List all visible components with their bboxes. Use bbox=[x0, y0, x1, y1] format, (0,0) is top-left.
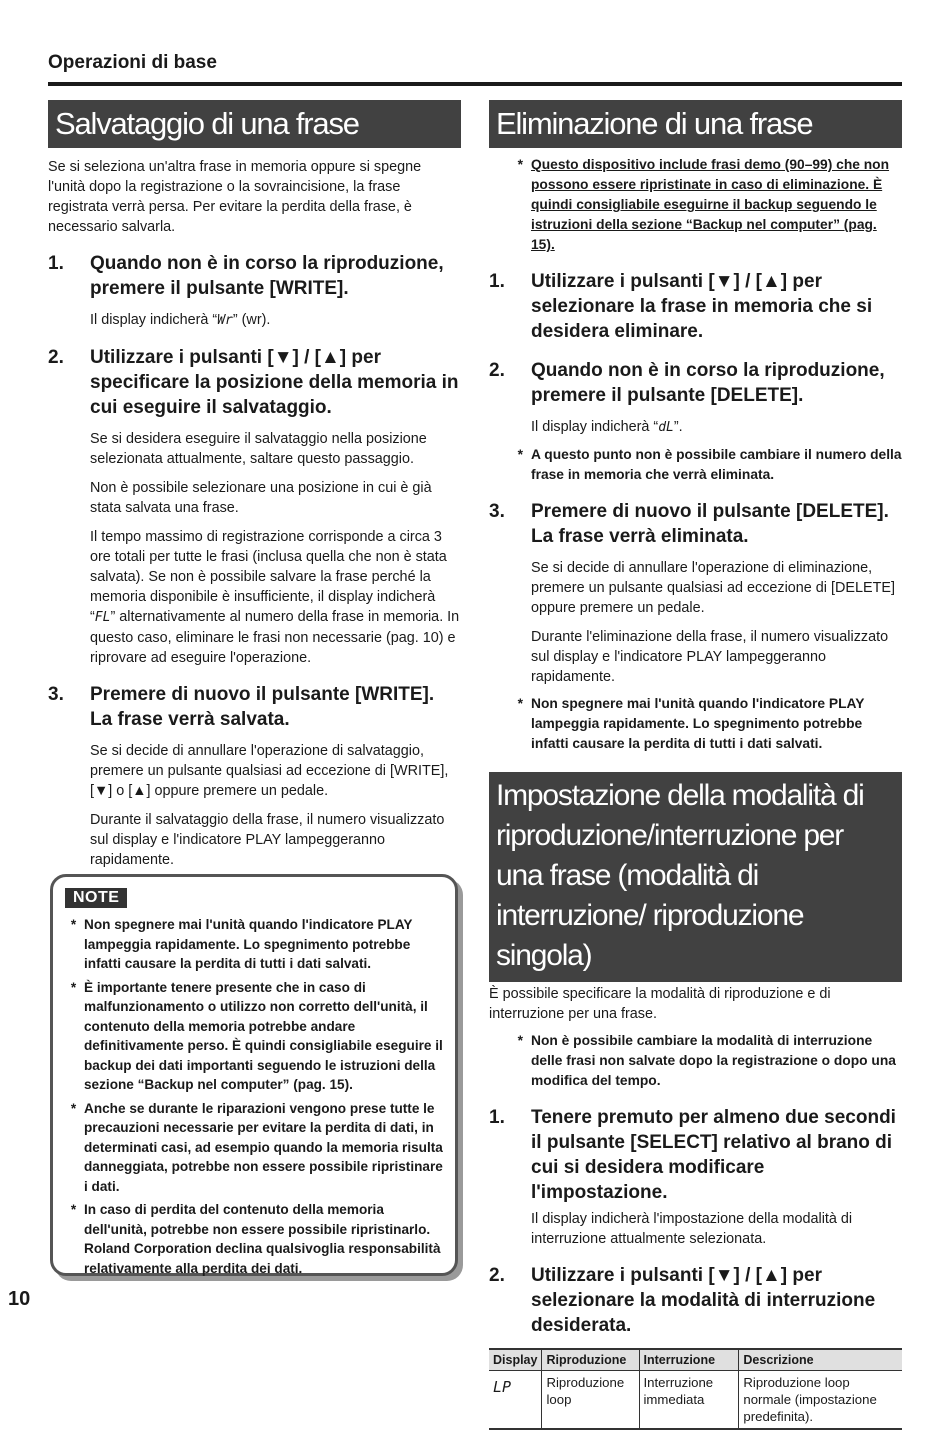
note-item bbox=[63, 1099, 447, 1197]
step-number: 2. bbox=[489, 1265, 505, 1286]
section-label: Operazioni di base bbox=[48, 52, 217, 73]
save-step-3 bbox=[48, 682, 461, 732]
note-tag: NOTE bbox=[65, 888, 127, 908]
table-header: Display bbox=[489, 1349, 542, 1371]
note-item bbox=[63, 915, 447, 974]
lcd-display-glyph: Wr bbox=[217, 313, 233, 328]
save-step-2 bbox=[48, 345, 461, 420]
step-text: Non è possibile selezionare una posizione in cui è già stata salvata una frase. bbox=[90, 480, 432, 516]
asterisk-icon: * bbox=[70, 1100, 77, 1116]
mode-intro: È possibile specificare la modalità di riproduzione e di interruzione per una frase. bbox=[489, 986, 831, 1022]
step-text: Durante il salvataggio della frase, il numero visualizzato sul display e l'indicatore PLAY lampeggeranno rapidamente. bbox=[90, 812, 445, 868]
left-column bbox=[48, 100, 461, 870]
save-step-1 bbox=[48, 251, 461, 301]
asterisk-icon: * bbox=[517, 447, 523, 462]
note-text: In caso di perdita del contenuto della memoria dell'unità, potrebbe non essere possibile ripristinarlo. Roland Corporation declina qualsivoglia responsabilità relativamente alla perdita dei dati. bbox=[84, 1202, 441, 1276]
note-text: Non è possibile cambiare la modalità di interruzione delle frasi non salvate dopo la registrazione o dopo una modifica del tempo. bbox=[531, 1033, 896, 1088]
step-text: Il display indicherà l'impostazione della modalità di interruzione attualmente selezionata. bbox=[531, 1211, 853, 1247]
asterisk-icon: * bbox=[517, 696, 523, 711]
table-cell-display: LP bbox=[489, 1371, 542, 1430]
step-title: Premere di nuovo il pulsante [DELETE]. La frase verrà eliminata. bbox=[531, 501, 889, 547]
mode-note bbox=[489, 1031, 902, 1091]
section-title-mode: Impostazione della modalità di riproduzione/interruzione per una frase (modalità di interruzione/ riproduzione singola) bbox=[489, 772, 902, 982]
save-step-1-body bbox=[90, 310, 461, 331]
note-box bbox=[50, 874, 458, 1276]
table-header-row bbox=[489, 1349, 902, 1371]
table-cell: Interruzione immediata bbox=[639, 1371, 739, 1430]
delete-step-2-body bbox=[531, 417, 902, 438]
delete-step-1 bbox=[489, 269, 902, 344]
step-title: Quando non è in corso la riproduzione, premere il pulsante [WRITE]. bbox=[90, 253, 444, 299]
page-number: 10 bbox=[8, 1288, 31, 1310]
step-number: 1. bbox=[489, 271, 505, 292]
text-fragment: ”. bbox=[673, 419, 683, 435]
text-fragment: ” (wr). bbox=[232, 312, 271, 328]
delete-step-3-body bbox=[531, 558, 902, 687]
mode-step-1 bbox=[489, 1105, 902, 1205]
asterisk-icon: * bbox=[517, 157, 523, 172]
text-fragment: Il display indicherà “ bbox=[531, 419, 659, 435]
text-fragment: Il tempo massimo di registrazione corrisponde a circa 3 ore totali per tutte le frasi (inclusa quella che non è stata salvata). Se non è possibile salvare la frase perché la memoria disponibile è insufficiente, il display indicherà “ bbox=[90, 529, 447, 625]
step-text: Se si desidera eseguire il salvataggio nella posizione selezionata attualmente, saltare questo passaggio. bbox=[90, 431, 427, 467]
asterisk-icon: * bbox=[70, 917, 77, 932]
step-text bbox=[90, 527, 461, 668]
step-text bbox=[90, 310, 461, 331]
asterisk-icon: * bbox=[70, 1202, 77, 1217]
note-text: A questo punto non è possibile cambiare il numero della frase in memoria che verrà eliminata. bbox=[531, 447, 902, 482]
table-row bbox=[489, 1371, 902, 1430]
table-header: Descrizione bbox=[739, 1349, 902, 1371]
table-cell: Riproduzione loop bbox=[542, 1371, 639, 1430]
save-step-3-body bbox=[90, 741, 461, 870]
table-cell: Riproduzione loop normale (impostazione predefinita). bbox=[739, 1371, 902, 1430]
table-header: Riproduzione bbox=[542, 1349, 639, 1371]
mode-table bbox=[489, 1348, 902, 1430]
save-intro: Se si seleziona un'altra frase in memoria oppure si spegne l'unità dopo la registrazione o la sovraincisione, la frase registrata verrà persa. Per evitare la perdita della frase, è necessario salvarla. bbox=[48, 159, 422, 235]
note-list bbox=[63, 915, 447, 1282]
section-title-save: Salvataggio di una frase bbox=[48, 100, 461, 148]
step-title: Utilizzare i pulsanti [▼] / [▲] per selezionare la modalità di interruzione desiderata. bbox=[531, 1265, 876, 1336]
top-rule bbox=[48, 82, 902, 86]
step-number: 1. bbox=[48, 253, 64, 274]
asterisk-icon: * bbox=[70, 979, 77, 995]
table-header: Interruzione bbox=[639, 1349, 739, 1371]
note-text: Anche se durante le riparazioni vengono prese tutte le precauzioni necessarie per evitare la perdita di dati, in determinati casi, ad esempio quando la memoria risulta danneggiata, potrebbe non essere possibile ripristinare i dati. bbox=[84, 1100, 443, 1194]
delete-step-3 bbox=[489, 499, 902, 549]
note-text: È importante tenere presente che in caso di malfunzionamento o utilizzo non corretto dell'unità, il contenuto della memoria potrebbe andare definitivamente perso. È quindi consigliabile eseguire il backup dei dati importanti seguendo le istruzioni della sezione “Backup nel computer” (pag. 15). bbox=[84, 979, 443, 1092]
step-title: Quando non è in corso la riproduzione, premere il pulsante [DELETE]. bbox=[531, 360, 885, 406]
mode-step-1-body bbox=[531, 1209, 902, 1249]
section-title-delete: Eliminazione di una frase bbox=[489, 100, 902, 148]
demo-warning bbox=[489, 155, 902, 255]
note-item bbox=[63, 978, 447, 1095]
text-fragment: ” alternativamente al numero della frase in memoria. In questo caso, eliminare le frasi non necessarie (pag. 10) e riprovare ad eseguire l'operazione. bbox=[90, 609, 460, 666]
step-title: Tenere premuto per almeno due secondi il pulsante [SELECT] relativo al brano di cui si desidera modificare l'impostazione. bbox=[531, 1107, 896, 1203]
delete-step-2 bbox=[489, 358, 902, 408]
save-step-2-body bbox=[90, 429, 461, 668]
step-title: Utilizzare i pulsanti [▼] / [▲] per specificare la posizione della memoria in cui eseguire il salvataggio. bbox=[90, 347, 459, 418]
step-text: Se si decide di annullare l'operazione di salvataggio, premere un pulsante qualsiasi ad eccezione di [WRITE], [▼] o [▲] oppure premere un pedale. bbox=[90, 743, 449, 799]
delete-note bbox=[489, 445, 902, 485]
right-column bbox=[489, 100, 902, 1430]
step-number: 2. bbox=[48, 347, 64, 368]
step-title: Premere di nuovo il pulsante [WRITE]. La frase verrà salvata. bbox=[90, 684, 435, 730]
note-text: Non spegnere mai l'unità quando l'indicatore PLAY lampeggia rapidamente. Lo spegnimento potrebbe infatti causare la perdita di tutti i dati salvati. bbox=[531, 696, 865, 751]
step-text: Se si decide di annullare l'operazione di eliminazione, premere un pulsante qualsiasi ad eccezione di [DELETE] oppure premere un pedale. bbox=[531, 560, 895, 616]
step-title: Utilizzare i pulsanti [▼] / [▲] per selezionare la frase in memoria che si desidera eliminare. bbox=[531, 271, 873, 342]
lcd-display-glyph: dL bbox=[658, 420, 674, 435]
mode-step-2 bbox=[489, 1263, 902, 1338]
lcd-display-glyph: FL bbox=[94, 610, 111, 625]
text-fragment: Il display indicherà “ bbox=[90, 312, 218, 328]
step-text bbox=[531, 417, 902, 438]
warning-text: Questo dispositivo include frasi demo (90–99) che non possono essere ripristinate in caso di eliminazione. È quindi consigliabile eseguirne il backup seguendo le istruzioni della sezione “Backup nel computer” (pag. 15). bbox=[531, 157, 890, 252]
step-text: Durante l'eliminazione della frase, il numero visualizzato sul display e l'indicatore PLAY lampeggeranno rapidamente. bbox=[531, 629, 889, 685]
note-item bbox=[63, 1200, 447, 1278]
step-number: 3. bbox=[489, 501, 505, 522]
step-number: 1. bbox=[489, 1107, 505, 1128]
step-number: 3. bbox=[48, 684, 64, 705]
asterisk-icon: * bbox=[517, 1033, 523, 1048]
step-number: 2. bbox=[489, 360, 505, 381]
delete-note bbox=[489, 694, 902, 754]
note-text: Non spegnere mai l'unità quando l'indicatore PLAY lampeggia rapidamente. Lo spegnimento potrebbe infatti causare la perdita di tutti i dati salvati. bbox=[84, 917, 413, 971]
